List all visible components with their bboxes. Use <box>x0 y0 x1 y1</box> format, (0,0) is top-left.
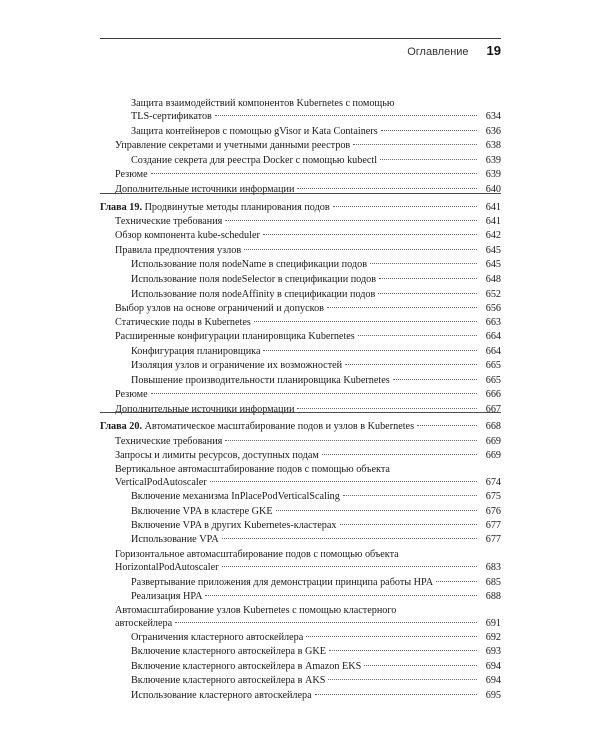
toc-entry <box>131 631 501 645</box>
dot-leader <box>151 173 477 174</box>
toc-entry <box>131 674 501 688</box>
dot-leader <box>393 379 477 380</box>
dot-leader <box>333 206 477 207</box>
header-rule <box>100 38 501 39</box>
toc-entry <box>115 561 501 575</box>
toc-entry <box>115 388 501 402</box>
toc-entry-title: Развертывание приложения для демонстрации принципа работы HPA <box>131 577 434 588</box>
toc-entry-title: Расширенные конфигурации планировщика Kubernetes <box>115 331 355 342</box>
dot-leader <box>244 249 477 250</box>
toc-entry-title: Создание секрета для реестра Docker с помощью kubectl <box>131 155 378 166</box>
toc-entry <box>131 288 501 302</box>
dot-leader <box>210 481 477 482</box>
toc-page-number: 665 <box>485 375 501 386</box>
dot-leader <box>175 622 477 623</box>
toc-entry-title: TLS-сертификатов <box>131 111 212 122</box>
chapter-divider <box>100 193 501 194</box>
dot-leader <box>215 115 477 116</box>
dot-leader <box>364 665 477 666</box>
toc-entry <box>131 505 501 519</box>
toc-entry-title: Дополнительные источники информации <box>115 404 295 415</box>
toc-entry <box>131 154 501 168</box>
dot-leader <box>254 321 477 322</box>
dot-leader <box>381 130 477 131</box>
toc-page-number: 640 <box>485 184 501 195</box>
toc-entry-title: Технические требования <box>115 436 223 447</box>
toc-entry-title: Включение кластерного автоскейлера в Amazon EKS <box>131 661 362 672</box>
toc-entry-title: Дополнительные источники информации <box>115 184 295 195</box>
toc-entry <box>115 139 501 153</box>
toc-page-number: 656 <box>485 303 501 314</box>
toc-entry <box>115 617 501 631</box>
toc-entry <box>115 168 501 182</box>
toc-entry <box>131 519 501 533</box>
toc-entry <box>131 125 501 139</box>
chapter-title: Продвинутые методы планирования подов <box>144 202 330 213</box>
toc-page-number: 645 <box>485 245 501 256</box>
toc-entry <box>131 576 501 590</box>
toc-entry <box>115 476 501 490</box>
toc-entry-title: Запросы и лимиты ресурсов, доступных подам <box>115 450 319 461</box>
toc-page-number: 677 <box>485 520 501 531</box>
dot-leader <box>340 524 477 525</box>
toc-entry-title: VerticalPodAutoscaler <box>115 477 207 488</box>
toc-page-number: 677 <box>485 534 501 545</box>
toc-entry-title <box>100 420 414 434</box>
chapter-heading <box>100 201 501 215</box>
dot-leader <box>205 595 477 596</box>
dot-leader <box>378 293 477 294</box>
chapter-label: Глава 20. <box>100 421 143 432</box>
toc-page-number: 664 <box>485 346 501 357</box>
toc-page-number: 667 <box>485 404 501 415</box>
toc-entry <box>131 97 501 111</box>
dot-leader <box>297 188 477 189</box>
toc-entry-title: Вертикальное автомасштабирование подов с помощью объекта <box>115 464 390 475</box>
toc-entry-title: Резюме <box>115 389 148 400</box>
toc-entry-title: Управление секретами и учетными данными реестров <box>115 140 351 151</box>
toc-page-number: 645 <box>485 259 501 270</box>
toc-page-number: 665 <box>485 360 501 371</box>
toc-entry-title: Резюме <box>115 169 148 180</box>
toc-entry-title: Обзор компонента kube-scheduler <box>115 230 260 241</box>
dot-leader <box>358 335 477 336</box>
toc-page-number: 639 <box>485 169 501 180</box>
toc-page-number: 692 <box>485 632 501 643</box>
dot-leader <box>263 350 477 351</box>
toc-page-number: 694 <box>485 661 501 672</box>
dot-leader <box>417 425 477 426</box>
toc-entry <box>115 403 501 417</box>
toc-page-number: 652 <box>485 289 501 300</box>
toc-entry <box>115 244 501 258</box>
dot-leader <box>353 144 477 145</box>
toc-page-number: 683 <box>485 562 501 573</box>
dot-leader <box>370 263 477 264</box>
dot-leader <box>151 393 477 394</box>
toc-entry-title: Включение VPA в кластере GKE <box>131 506 273 517</box>
page-number: 19 <box>486 43 501 58</box>
toc-page-number: 669 <box>485 450 501 461</box>
dot-leader <box>306 636 477 637</box>
toc-entry <box>115 604 501 618</box>
chapter-label: Глава 19. <box>100 202 143 213</box>
dot-leader <box>222 538 477 539</box>
toc-entry-title: Включение механизма InPlacePodVerticalScaling <box>131 491 340 502</box>
dot-leader <box>297 408 477 409</box>
toc-entry-title: Использование поля nodeSelector в спецификации подов <box>131 274 377 285</box>
toc-page-number: 664 <box>485 331 501 342</box>
chapter-heading <box>100 420 501 434</box>
dot-leader <box>345 364 477 365</box>
toc-entry-title <box>100 201 330 215</box>
toc-page-number: 641 <box>485 216 501 227</box>
toc-page-number: 693 <box>485 646 501 657</box>
toc-entry-title: Правила предпочтения узлов <box>115 245 242 256</box>
toc-entry-title: Ограничения кластерного автоскейлера <box>131 632 304 643</box>
dot-leader <box>379 278 477 279</box>
toc-entry <box>131 359 501 373</box>
toc-entry <box>131 345 501 359</box>
toc-entry <box>131 689 501 703</box>
toc-page-number: 668 <box>485 421 501 432</box>
toc-page-number: 695 <box>485 690 501 701</box>
toc-entry-title: Защита контейнеров с помощью gVisor и Kata Containers <box>131 126 378 137</box>
toc-entry <box>131 374 501 388</box>
toc-entry-title: Выбор узлов на основе ограничений и допусков <box>115 303 324 314</box>
dot-leader <box>327 307 477 308</box>
toc-entry-title: Использование кластерного автоскейлера <box>131 690 312 701</box>
toc-page-number: 666 <box>485 389 501 400</box>
toc-entry-title: Использование поля nodeAffinity в спецификации подов <box>131 289 376 300</box>
toc-page-number: 642 <box>485 230 501 241</box>
toc-entry-title: Включение кластерного автоскейлера в AKS <box>131 675 326 686</box>
toc-entry <box>131 590 501 604</box>
toc-entry-title: Использование VPA <box>131 534 219 545</box>
dot-leader <box>380 159 477 160</box>
toc-entry <box>115 183 501 197</box>
toc-entry-title: HorizontalPodAutoscaler <box>115 562 219 573</box>
dot-leader <box>328 679 477 680</box>
chapter-divider <box>100 412 501 413</box>
toc-page-number: 648 <box>485 274 501 285</box>
toc-entry-title: Технические требования <box>115 216 223 227</box>
dot-leader <box>225 220 477 221</box>
dot-leader <box>276 510 477 511</box>
toc-page-number: 663 <box>485 317 501 328</box>
toc-entry-title: Автомасштабирование узлов Kubernetes с помощью кластерного <box>115 605 397 616</box>
dot-leader <box>263 234 477 235</box>
toc-entry <box>115 302 501 316</box>
toc-entry-title: Защита взаимодействий компонентов Kubernetes с помощью <box>131 98 395 109</box>
toc-page-number: 691 <box>485 618 501 629</box>
toc-entry <box>115 229 501 243</box>
toc-entry-title: Включение VPA в других Kubernetes-кластерах <box>131 520 337 531</box>
toc-entry-title: Статические поды в Kubernetes <box>115 317 251 328</box>
toc-entry-title: Использование поля nodeName в спецификации подов <box>131 259 368 270</box>
section-title: Оглавление <box>407 46 469 58</box>
dot-leader <box>343 495 477 496</box>
toc-page-number: 676 <box>485 506 501 517</box>
running-head <box>407 43 501 61</box>
toc-page-number: 675 <box>485 491 501 502</box>
toc-page-number: 638 <box>485 140 501 151</box>
toc-entry <box>131 110 501 124</box>
toc-page-number: 694 <box>485 675 501 686</box>
toc-page-number: 685 <box>485 577 501 588</box>
toc-entry <box>131 258 501 272</box>
toc-entry-title: Повышение производительности планировщика Kubernetes <box>131 375 390 386</box>
toc-entry-title: Конфигурация планировщика <box>131 346 261 357</box>
toc-page-number: 669 <box>485 436 501 447</box>
toc-entry <box>131 533 501 547</box>
toc-page-number: 636 <box>485 126 501 137</box>
toc-entry <box>115 463 501 477</box>
toc-entry <box>131 660 501 674</box>
toc-entry <box>115 316 501 330</box>
toc-entry <box>131 273 501 287</box>
toc-page-number: 674 <box>485 477 501 488</box>
toc-entry <box>115 449 501 463</box>
toc-page-number: 688 <box>485 591 501 602</box>
toc-page-number: 639 <box>485 155 501 166</box>
toc-entry <box>131 645 501 659</box>
toc-page-number: 634 <box>485 111 501 122</box>
toc-entry <box>115 548 501 562</box>
toc-entry <box>115 330 501 344</box>
toc-entry-title: Горизонтальное автомасштабирование подов с помощью объекта <box>115 549 399 560</box>
dot-leader <box>222 566 477 567</box>
toc-entry-title: автоскейлера <box>115 618 173 629</box>
dot-leader <box>225 440 477 441</box>
toc-entry <box>115 215 501 229</box>
toc-entry-title: Изоляция узлов и ограничение их возможностей <box>131 360 343 371</box>
dot-leader <box>329 650 477 651</box>
chapter-title: Автоматическое масштабирование подов и узлов в Kubernetes <box>144 421 415 432</box>
toc-entry-title: Реализация HPA <box>131 591 203 602</box>
dot-leader <box>322 454 477 455</box>
dot-leader <box>315 694 477 695</box>
toc-entry <box>115 435 501 449</box>
dot-leader <box>436 581 477 582</box>
toc-page-number: 641 <box>485 202 501 213</box>
toc-entry-title: Включение кластерного автоскейлера в GKE <box>131 646 326 657</box>
toc-entry <box>131 490 501 504</box>
